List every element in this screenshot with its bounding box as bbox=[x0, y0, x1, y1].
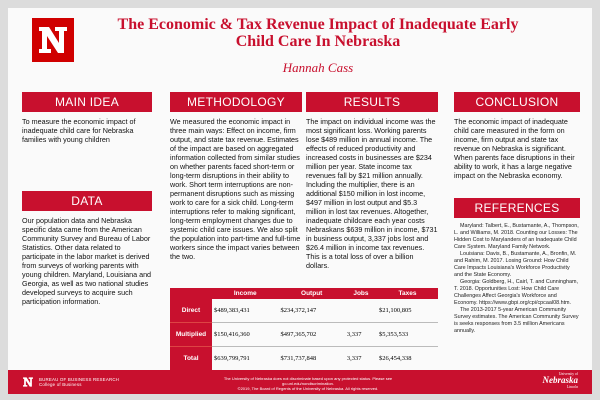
data-heading: DATA bbox=[22, 191, 152, 211]
table-corner bbox=[170, 288, 212, 299]
cell-taxes: $21,100,805 bbox=[377, 299, 438, 323]
footer-lincoln: Lincoln bbox=[566, 385, 578, 389]
footer-bar bbox=[8, 370, 592, 394]
author-name: Hannah Cass bbox=[282, 60, 354, 75]
row-label: Direct bbox=[170, 299, 212, 323]
table-row bbox=[170, 299, 438, 323]
results-table bbox=[170, 288, 438, 371]
cell-output: $497,365,702 bbox=[278, 323, 344, 347]
title-area bbox=[8, 8, 592, 90]
references-heading: REFERENCES bbox=[454, 198, 580, 218]
cell-income: $489,383,431 bbox=[212, 299, 278, 323]
reference-item: Louisiana: Davis, B., Bustamante, A., Bronfin, M. and Rahim, M. 2017. Losing Ground: How Child Care Impacts Louisiana's Workforce Productivity and the State Economy. bbox=[454, 251, 577, 278]
footer-disclaimer bbox=[208, 376, 408, 391]
footer-bureau-logo bbox=[22, 374, 162, 390]
footer-nebraska: Nebraska bbox=[542, 375, 578, 385]
conclusion-text: The economic impact of inadequate child care measured in the form on income, firm output and state tax revenue on Nebraska is significant. When parents face disruptions in their ability to work, it has a large negative impact on the Nebraska economy. bbox=[454, 117, 575, 180]
column-methodology bbox=[170, 92, 302, 261]
column-results bbox=[306, 92, 438, 270]
data-text: Our population data and Nebraska specific data came from the American Community Survey and Bureau of Labor Statistics. Other data related to participate in the labor market is derived from surveys of working parents with young children. Maryland, Louisiana and Georgia, as well as two national studies developed surveys to acquire such participation information. bbox=[22, 216, 152, 306]
poster-title: The Economic & Tax Revenue Impact of Inadequate Early Child Care In Nebraska bbox=[117, 16, 519, 50]
table-row bbox=[170, 323, 438, 347]
cell-jobs: 3,337 bbox=[345, 323, 377, 347]
methodology-heading: METHODOLOGY bbox=[170, 92, 302, 112]
reference-item: Maryland: Talbert, E., Bustamante, A., Thompson, L. and Williams, M. 2018. Counting our Losses: The Hidden Cost to Marylanders of an Inadequate Child Care System. Maryland Family Network. bbox=[454, 223, 579, 250]
footer-bureau-name: BUREAU OF BUSINESS RESEARCH bbox=[39, 377, 120, 382]
row-label: Multiplied bbox=[170, 323, 212, 347]
cell-output: $234,372,147 bbox=[278, 299, 344, 323]
footer-university-of: University of bbox=[558, 372, 578, 376]
poster bbox=[8, 8, 592, 394]
col-header-jobs: Jobs bbox=[345, 288, 377, 299]
reference-item: Georgia: Goldberg, H., Cairl, T. and Cunningham, T. 2018. Opportunities Lost: How Child Care Challenges Affect Georgia's Workforce and Economy. https://www.gbpi.org/cpi/cpcaal08.htm. bbox=[454, 279, 578, 306]
methodology-text: We measured the economic impact in three main ways: Effect on income, firm output, and state tax revenue. Estimates of the impact are based on aggregated information collected from similar studies on whether parents faced short-term or long-term disruptions in their ability to work. Short term interruptions are non-permanent disruptions such as missing work to care for a sick child. Long-term interruptions refer to making significant, long-term employment changes due to systemic child care issues. We also split the population into part-time and full-time workers since the impact varies between the two. bbox=[170, 117, 301, 261]
footer-unl-wordmark bbox=[520, 372, 578, 392]
footer-n-icon bbox=[22, 375, 34, 389]
cell-jobs: 3,337 bbox=[345, 347, 377, 371]
main-idea-text: To measure the economic impact of inadequate child care for Nebraska families with young children bbox=[22, 117, 136, 144]
references-list bbox=[454, 223, 580, 335]
cell-taxes: $5,353,533 bbox=[377, 323, 438, 347]
results-heading: RESULTS bbox=[306, 92, 438, 112]
footer-bureau-text bbox=[39, 377, 119, 387]
footer-college: College of Business bbox=[39, 382, 82, 387]
row-label: Total bbox=[170, 347, 212, 371]
results-text: The impact on individual income was the most significant loss. Working parents lose $489 million in annual income. The effects of reduced productivity and increased costs in businesses are $234 million per year. State income tax revenues fall by $21 million annually. Including the multiplier, there is an additional $150 million in lost income, $497 million in lost output and $5.3 million in lost tax revenues. Altogether, inadequate childcare each year costs Nebraskans $639 million in income, $731 in business output, 3,337 jobs lost and $26.4 million in income tax revenues. This is a total loss of over a billion dollars. bbox=[306, 117, 438, 270]
col-header-income: Income bbox=[212, 288, 278, 299]
footer-nondiscrimination: The University of Nebraska does not discriminate based upon any protected status. Please see go.unl.edu/nondiscrimination. bbox=[223, 376, 393, 386]
column-left bbox=[22, 92, 152, 306]
cell-output: $731,737,848 bbox=[278, 347, 344, 371]
col-header-output: Output bbox=[278, 288, 344, 299]
cell-taxes: $26,454,338 bbox=[377, 347, 438, 371]
reference-item: The 2013-2017 5-year American Community Survey estimates. The American Community Survey is seeks responses from 3.5 million Americans annually. bbox=[454, 307, 579, 334]
cell-income: $639,799,791 bbox=[212, 347, 278, 371]
table-header-row bbox=[170, 288, 438, 299]
n-logo-icon bbox=[36, 23, 70, 57]
conclusion-heading: CONCLUSION bbox=[454, 92, 580, 112]
col-header-taxes: Taxes bbox=[377, 288, 438, 299]
table-row bbox=[170, 347, 438, 371]
footer-copyright: ©2019, The Board of Regents of the University of Nebraska. All rights reserved. bbox=[237, 386, 379, 391]
cell-jobs bbox=[345, 299, 377, 323]
nebraska-n-logo bbox=[32, 18, 74, 62]
column-right bbox=[454, 92, 580, 335]
cell-income: $150,416,360 bbox=[212, 323, 278, 347]
main-idea-heading: MAIN IDEA bbox=[22, 92, 152, 112]
